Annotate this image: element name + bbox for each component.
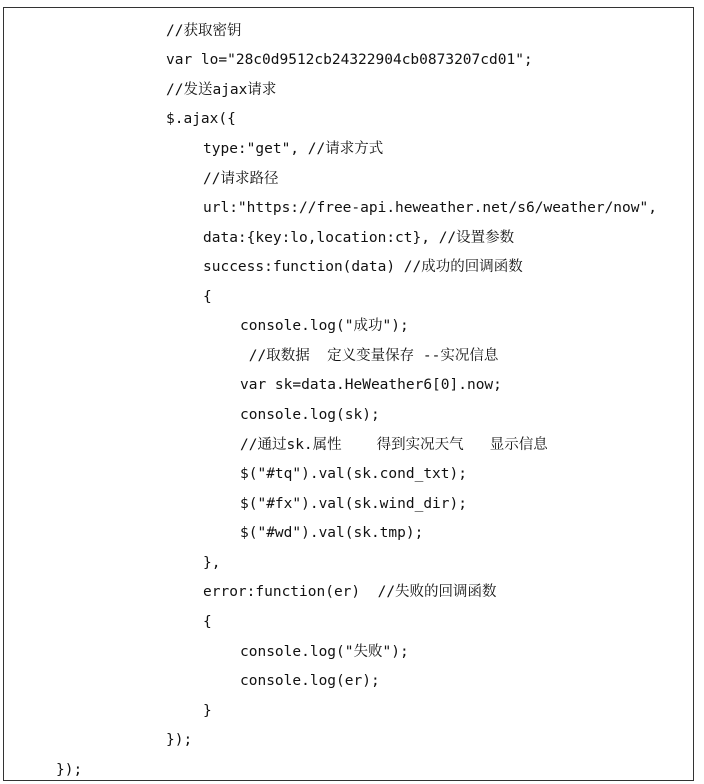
code-line-url: url:"https://free-api.heweather.net/s6/weather/now",: [203, 200, 657, 216]
code-line-data: data:{key:lo,location:ct}, //设置参数: [203, 230, 515, 246]
code-line-outer-close: });: [56, 762, 83, 778]
code-line-error-brace-open: {: [203, 614, 212, 630]
code-line-log-success: console.log("成功");: [240, 318, 409, 334]
code-line-var-lo: var lo="28c0d9512cb24322904cb0873207cd01";: [166, 52, 533, 68]
code-line-comment-show-info: //通过sk.属性 得到实况天气 显示信息: [240, 437, 548, 453]
code-line-success: success:function(data) //成功的回调函数: [203, 259, 523, 275]
code-line-success-brace-close: },: [203, 555, 221, 571]
code-line-ajax-open: $.ajax({: [166, 111, 236, 127]
code-line-set-fx: $("#fx").val(sk.wind_dir);: [240, 496, 467, 512]
code-frame: [3, 7, 694, 781]
code-line-comment-send-ajax: //发送ajax请求: [166, 82, 277, 98]
code-line-comment-fetch-data: //取数据 定义变量保存 --实况信息: [240, 348, 499, 364]
code-line-var-sk: var sk=data.HeWeather6[0].now;: [240, 377, 502, 393]
code-line-log-sk: console.log(sk);: [240, 407, 380, 423]
code-line-success-brace-open: {: [203, 289, 212, 305]
code-line-log-fail: console.log("失败");: [240, 644, 409, 660]
code-line-set-tq: $("#tq").val(sk.cond_txt);: [240, 466, 467, 482]
code-line-error-brace-close: }: [203, 703, 212, 719]
code-line-error: error:function(er) //失败的回调函数: [203, 584, 497, 600]
code-line-comment-request-path: //请求路径: [203, 171, 279, 187]
code-line-comment-get-key: //获取密钥: [166, 23, 242, 39]
code-line-ajax-close: });: [166, 732, 193, 748]
code-line-log-er: console.log(er);: [240, 673, 380, 689]
code-line-type: type:"get", //请求方式: [203, 141, 384, 157]
code-line-set-wd: $("#wd").val(sk.tmp);: [240, 525, 424, 541]
